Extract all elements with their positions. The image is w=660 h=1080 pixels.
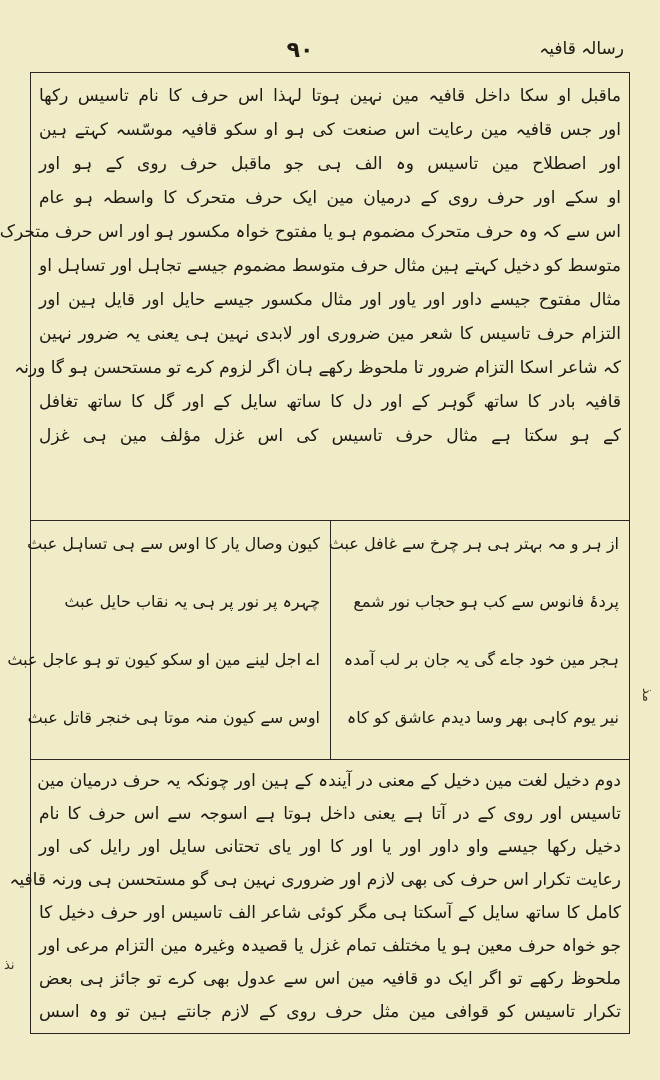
verse-line: کیون وصال یار کا اوس سے ہی تساہل عبث (27, 534, 320, 553)
text-line: کے ہو سکتا ہے مثال حرف تاسیس کی اس غزل مؤلف مین ہی غزل (39, 426, 621, 446)
verse-line: پردۂ فانوس سے کب ہو حجاب نور شمع (353, 592, 619, 611)
text-line: کہ شاعر اسکا التزام ضرور تا ملحوظ رکھے ہان اگر لزوم کرے تو مستحسن ہو گا ورنہ (14, 358, 621, 378)
text-line: دوم دخیل لغت مین دخیل کے معنی در آیندہ کے ہین اور چونکہ یہ حرف درمیان مین (37, 771, 621, 791)
text-line: متوسط کو دخیل کہتے ہین مثال حرف متوسط مضموم جیسے تجاہل اور تساہل او (39, 256, 621, 276)
running-title: رسالہ قافیہ (539, 39, 624, 59)
text-line: رعایت تکرار اس حرف کی بھی لازم اور ضروری نہین ہی گو مستحسن ہی ورنہ قافیہ (9, 870, 621, 890)
text-line: اور اصطلاح مین تاسیس وہ الف ہی جو ماقبل حرف روی کے ہو اور (39, 154, 621, 174)
text-line: اس سے کہ وہ حرف متحرک مضموم ہو یا مفتوح خواہ مکسور ہو اور اس حرف متحرک (0, 222, 621, 242)
text-line: کامل کا ساتھ سایل کے آسکتا ہی مگر کوئی شاعر الف تاسیس اور حرف دخیل کا (39, 903, 621, 923)
text-line: جو خواہ حرف معین ہو یا مختلف تمام غزل یا قصیدہ وغیرہ مین التزام مرعی اور (39, 936, 621, 956)
verse-line: چہرہ پر نور پر ہی یہ نقاب حایل عبث (64, 592, 320, 611)
margin-mark: نذ (4, 958, 15, 973)
text-line: دخیل رکھا جیسے واو داور اور یا اور کا اور یای تحتانی سایل اور رایل کی اور (39, 837, 621, 857)
page-number: ۹۰ (286, 38, 314, 63)
text-line: التزام حرف تاسیس کا شعر مین ضروری اور لابدی نہین ہی یعنی یہ ضرور نہین (39, 324, 621, 344)
text-line: تاسیس اور روی کے در آتا ہے یعنی داخل ہوتا ہے اسوجہ سے اس حرف کا نام (39, 804, 621, 824)
verse-line: نیر یوم کاہی بھر وسا دیدم عاشق کو کاہ (346, 708, 619, 727)
margin-note: مذ (639, 688, 654, 702)
verse-column-right (330, 521, 629, 759)
text-line: قافیہ بادر کا ساتھ گوہر کے اور دل کا ساتھ سایل کے اور گل کا ساتھ تغافل (39, 392, 621, 412)
verse-column-left (7, 521, 330, 759)
text-line: مثال مفتوح جیسے داور اور یاور اور مثال مکسور جیسے حایل اور قایل ہین اور (39, 290, 621, 310)
text-line: ملحوظ رکھے تو اگر ایک دو قافیہ مین اس سے عدول بھی کرے تو جائز ہی بعض (39, 969, 621, 989)
verse-line: اوس سے کیون منہ موتا ہی خنجر قاتل عبث (27, 708, 320, 727)
text-line: اور جس قافیہ مین رعایت اس صنعت کی ہو او سکو قافیہ موسّسہ کہتے ہین (39, 120, 621, 140)
text-line: تکرار تاسیس کو قوافی مین مثل حرف روی کے لازم جانتے ہین تو وہ اسس (39, 1002, 621, 1022)
verse-line: از ہر و مہ بہتر ہی ہر چرخ سے غافل عبث (328, 534, 619, 553)
upper-paragraph (0, 73, 629, 521)
verse-line: ہجر مین خود جاے گی یہ جان بر لب آمدہ (343, 650, 619, 669)
text-line: ماقبل او سکا داخل قافیہ مین نہین ہوتا لہذا اس حرف کا نام تاسیس رکھا (39, 86, 621, 106)
verse-table (7, 521, 629, 760)
verse-line: اے اجل لینے مین او سکو کیون تو ہو عاجل عبث (7, 650, 320, 669)
text-line: او سکے اور حرف روی کے درمیان مین ایک حرف متحرک کا واسطہ ہو عام (39, 188, 621, 208)
